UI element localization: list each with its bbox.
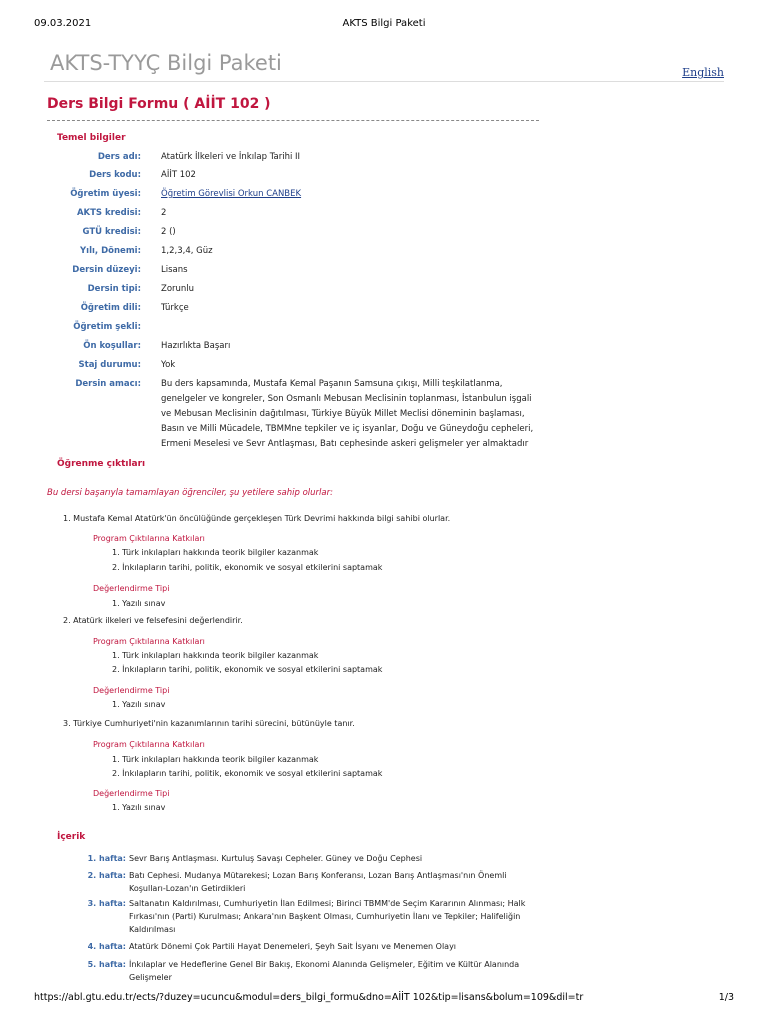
week-label: 5. hafta:: [87, 960, 126, 969]
info-value: Lisans: [161, 265, 188, 275]
content-heading: İçerik: [57, 832, 86, 842]
print-date: 09.03.2021: [34, 18, 92, 29]
info-value: 1,2,3,4, Güz: [161, 246, 213, 256]
title-divider: [47, 120, 539, 121]
info-label: Öğretim dili:: [80, 303, 141, 313]
program-contrib-label: Program Çıktılarına Katkıları: [93, 534, 205, 543]
week-label: 3. hafta:: [87, 899, 126, 908]
info-value: Zorunlu: [161, 284, 195, 294]
info-value: 2: [161, 208, 167, 218]
week-topic: İnkılaplar ve Hedeflerine Genel Bir Bakış, Ekonomi Alanında Gelişmeler, Eğitim ve Kültür Alanında Gelişmeler: [129, 960, 520, 982]
week-label: 1. hafta:: [87, 854, 126, 863]
info-label: Ders adı:: [97, 152, 141, 162]
instructor-link[interactable]: Öğretim Görevlisi Orkun CANBEK: [161, 189, 302, 199]
outcomes-heading: Öğrenme çıktıları: [57, 459, 146, 469]
info-label: Dersin düzeyi:: [72, 265, 141, 275]
outcomes-intro: Bu dersi başarıyla tamamlayan öğrenciler, şu yetilere sahip olurlar:: [47, 488, 333, 498]
program-contrib-item: 2. İnkılapların tarihi, politik, ekonomik ve sosyal etkilerini saptamak: [112, 665, 383, 674]
program-contrib-item: 1. Türk inkılapları hakkında teorik bilgiler kazanmak: [112, 755, 319, 764]
info-value: [161, 187, 541, 202]
week-label: 2. hafta:: [87, 871, 126, 880]
info-value: Yok: [161, 360, 176, 370]
info-label: Dersin tipi:: [87, 284, 141, 294]
info-label: Ders kodu:: [89, 170, 141, 180]
info-label: AKTS kredisi:: [76, 208, 141, 218]
week-topic: Sevr Barış Antlaşması. Kurtuluş Savaşı Cepheler. Güney ve Doğu Cephesi: [129, 854, 423, 863]
info-value: Hazırlıkta Başarı: [161, 341, 231, 351]
info-label: Staj durumu:: [78, 360, 141, 370]
program-contrib-label: Program Çıktılarına Katkıları: [93, 740, 205, 749]
week-topic: Saltanatın Kaldırılması, Cumhuriyetin İlan Edilmesi; Birinci TBMM'de Seçim Kararının Alınması; Halk Fırkası'nın (Parti) Kurulması; Ankara'nın Başkent Olması, Cumhuriyetin İlanı ve Tepkiler; Halifeliğin Kaldırılması: [129, 899, 526, 934]
assessment-label: Değerlendirme Tipi: [93, 584, 170, 593]
info-value: 2 (): [161, 227, 176, 237]
info-label: GTÜ kredisi:: [82, 227, 141, 237]
header-divider: [44, 81, 724, 82]
info-label: Öğretim üyesi:: [70, 189, 141, 199]
page-number: 1/3: [718, 992, 734, 1003]
info-value: Türkçe: [161, 303, 189, 313]
program-contrib-item: 2. İnkılapların tarihi, politik, ekonomik ve sosyal etkilerini saptamak: [112, 769, 383, 778]
outcome-item: 2. Atatürk ilkeleri ve felsefesini değerlendirir.: [63, 616, 243, 625]
program-contrib-item: 2. İnkılapların tarihi, politik, ekonomik ve sosyal etkilerini saptamak: [112, 563, 383, 572]
info-label: Ön koşullar:: [83, 341, 141, 351]
info-value: Atatürk İlkeleri ve İnkılap Tarihi II: [161, 152, 301, 162]
info-label: Yılı, Dönemi:: [80, 246, 141, 256]
assessment-item: 1. Yazılı sınav: [112, 700, 166, 709]
language-link[interactable]: English: [682, 66, 724, 79]
program-contrib-item: 1. Türk inkılapları hakkında teorik bilgiler kazanmak: [112, 651, 319, 660]
basic-info-heading: Temel bilgiler: [57, 133, 126, 143]
outcome-item: 3. Türkiye Cumhuriyeti'nin kazanımlarının tarihi sürecini, bütünüyle tanır.: [63, 719, 355, 728]
week-label: 4. hafta:: [87, 942, 126, 951]
form-title: Ders Bilgi Formu ( AİİT 102 ): [47, 96, 271, 112]
info-label: Dersin amacı:: [75, 379, 141, 389]
program-contrib-item: 1. Türk inkılapları hakkında teorik bilgiler kazanmak: [112, 548, 319, 557]
assessment-item: 1. Yazılı sınav: [112, 599, 166, 608]
outcome-item: 1. Mustafa Kemal Atatürk'ün öncülüğünde gerçekleşen Türk Devrimi hakkında bilgi sahibi olurlar.: [63, 514, 451, 523]
site-title: AKTS-TYYÇ Bilgi Paketi: [50, 51, 282, 75]
info-value: Bu ders kapsamında, Mustafa Kemal Paşanın Samsuna çıkışı, Milli teşkilatlanma, genelgeler ve kongreler, Son Osmanlı Mebusan Meclisinin toplanması, İstanbulun işgali ve Mebusan Meclisinin dağıtılması, Türkiye Büyük Millet Meclisi döneminin başlaması, Basın ve Milli Mücadele, TBMMne tepkiler ve iç isyanlar, Doğu ve Güneydoğu cepheleri, Ermeni Meselesi ve Sevr Antlaşması, Batı cephesinde askeri gelişmeler yer almaktadır: [161, 379, 534, 449]
program-contrib-label: Program Çıktılarına Katkıları: [93, 637, 205, 646]
print-title: AKTS Bilgi Paketi: [342, 18, 426, 29]
info-label: Öğretim şekli:: [73, 322, 141, 332]
assessment-item: 1. Yazılı sınav: [112, 803, 166, 812]
week-topic: Atatürk Dönemi Çok Partili Hayat Denemeleri, Şeyh Sait İsyanı ve Menemen Olayı: [129, 942, 457, 951]
assessment-label: Değerlendirme Tipi: [93, 789, 170, 798]
page-url: https://abl.gtu.edu.tr/ects/?duzey=ucuncu&modul=ders_bilgi_formu&dno=AİİT 102&tip=lisans&bolum=109&dil=tr: [34, 992, 584, 1003]
info-value: AİİT 102: [161, 170, 196, 180]
assessment-label: Değerlendirme Tipi: [93, 686, 170, 695]
week-topic: Batı Cephesi. Mudanya Mütarekesi; Lozan Barış Konferansı, Lozan Barış Antlaşması'nın Önemli Koşulları-Lozan'ın Getirdikleri: [129, 871, 507, 893]
